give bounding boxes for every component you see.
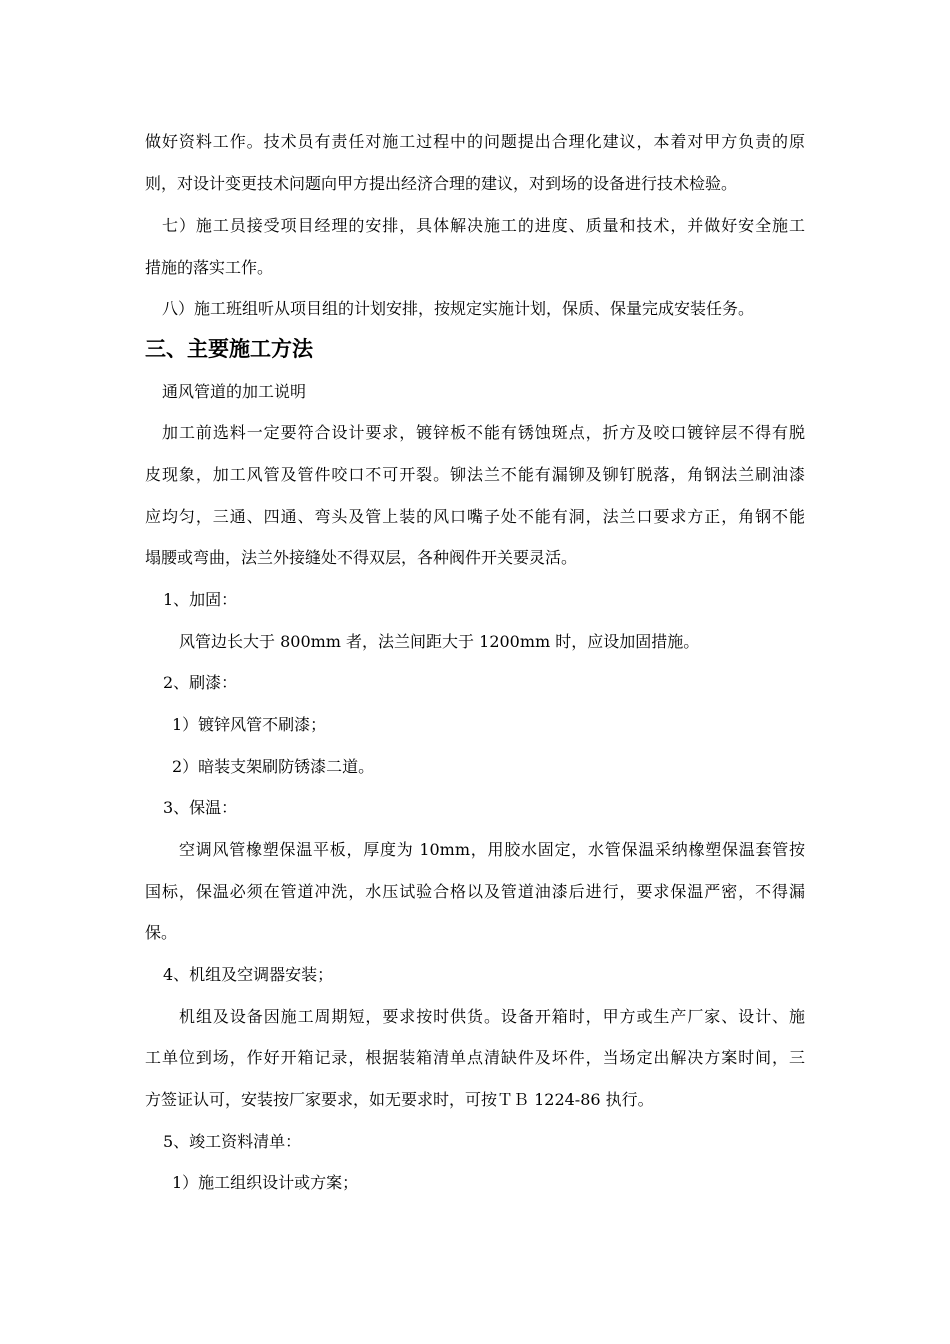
list-heading: 5、竣工资料清单： (163, 1132, 302, 1151)
list-item: 1）施工组织设计或方案； (172, 1173, 359, 1192)
paragraph-line: 风管边长大于 800mm 者，法兰间距大于 1200mm 时，应设加固措施。 (179, 632, 700, 651)
subsection-title: 通风管道的加工说明 (162, 382, 307, 401)
paragraph-line: 空调风管橡塑保温平板，厚度为 10mm，用胶水固定，水管保温采纳橡塑保温套管按 (179, 840, 805, 859)
paragraph-line: 做好资料工作。技术员有责任对施工过程中的问题提出合理化建议，本着对甲方负责的原 (145, 132, 805, 151)
paragraph-line: 七）施工员接受项目经理的安排，具体解决施工的进度、质量和技术，并做好安全施工 (162, 216, 805, 235)
list-heading: 3、保温： (163, 798, 238, 817)
paragraph-line: 保。 (145, 923, 178, 942)
paragraph-line: 则，对设计变更技术问题向甲方提出经济合理的建议，对到场的设备进行技术检验。 (145, 174, 738, 193)
section-heading: 三、主要施工方法 (145, 337, 313, 361)
paragraph-line: 塌腰或弯曲，法兰外接缝处不得双层，各种阀件开关要灵活。 (145, 548, 578, 567)
paragraph-line: 加工前选料一定要符合设计要求，镀锌板不能有锈蚀斑点，折方及咬口镀锌层不得有脱 (162, 423, 805, 442)
paragraph-line: 应均匀，三通、四通、弯头及管上装的风口嘴子处不能有洞，法兰口要求方正，角钢不能 (145, 507, 805, 526)
paragraph-line: 方签证认可，安装按厂家要求，如无要求时，可按ＴＢ 1224-86 执行。 (145, 1090, 654, 1109)
paragraph-line: 八）施工班组听从项目组的计划安排，按规定实施计划，保质、保量完成安装任务。 (162, 299, 755, 318)
list-item: 2）暗装支架刷防锈漆二道。 (172, 757, 375, 776)
paragraph-line: 工单位到场，作好开箱记录，根据装箱清单点清缺件及坏件，当场定出解决方案时间，三 (145, 1048, 805, 1067)
paragraph-line: 国标，保温必须在管道冲洗，水压试验合格以及管道油漆后进行，要求保温严密，不得漏 (145, 882, 805, 901)
paragraph-line: 皮现象，加工风管及管件咬口不可开裂。铆法兰不能有漏铆及铆钉脱落，角钢法兰刷油漆 (145, 465, 805, 484)
paragraph-line: 措施的落实工作。 (145, 258, 274, 277)
list-heading: 2、刷漆： (163, 673, 238, 692)
list-item: 1）镀锌风管不刷漆； (172, 715, 327, 734)
list-heading: 4、机组及空调器安装； (163, 965, 334, 984)
list-heading: 1、加固： (163, 590, 238, 609)
paragraph-line: 机组及设备因施工周期短，要求按时供货。设备开箱时，甲方或生产厂家、设计、施 (179, 1007, 805, 1026)
